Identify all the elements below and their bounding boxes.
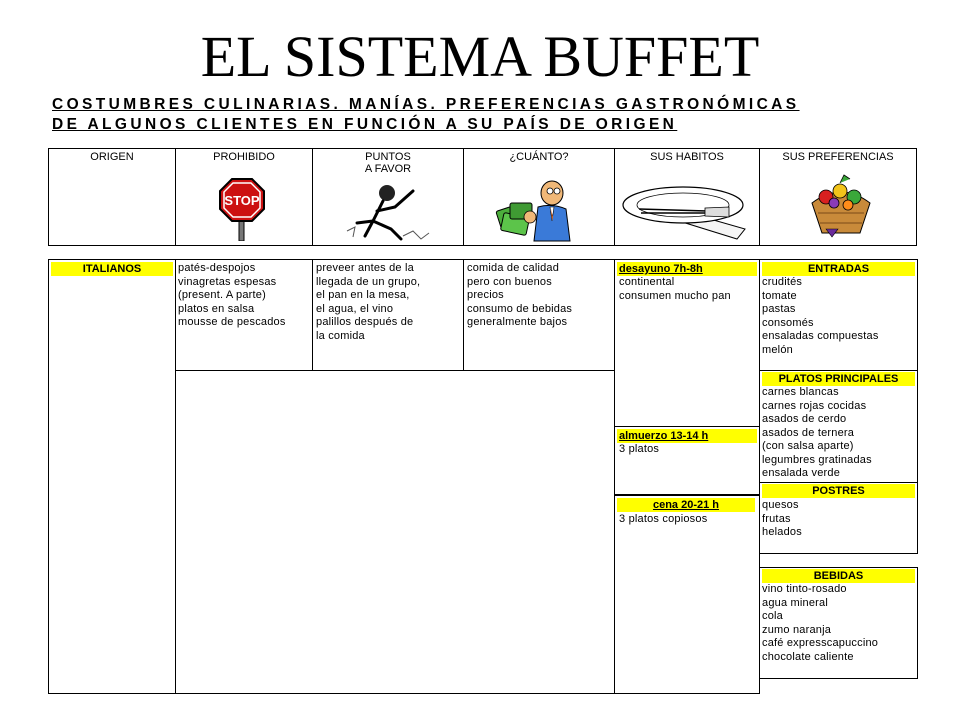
pref-principales-list [762,386,872,481]
list-item: consumo de bebidas [467,302,573,315]
list-item: cola [762,610,783,622]
header-cuanto [463,148,615,246]
list-item: comida de calidad [467,262,560,274]
list-item: mousse de pescados [178,316,286,328]
page-title: EL SISTEMA BUFFET [200,24,760,89]
pref-entradas-label: ENTRADAS [762,262,915,276]
header-origen [48,148,176,246]
list-item: (present. A parte) [178,289,266,301]
header-puntos [312,148,464,246]
habito-desayuno-label: desayuno 7h-8h [617,262,757,276]
header-habitos-label: SUS HABITOS [650,151,724,163]
divider [312,259,313,371]
list-item: zumo naranja [762,623,832,636]
subtitle-line-1: COSTUMBRES CULINARIAS. MANÍAS. PREFERENCIAS GASTRONÓMICAS [52,96,800,113]
list-item: preveer antes de la [316,262,414,274]
stop-sign-text: STOP [224,193,260,208]
subtitle-line-2: DE ALGUNOS CLIENTES EN FUNCIÓN A SU PAÍS DE ORIGEN [52,116,678,133]
list-item: patés-despojos [178,262,256,274]
list-item: precios [467,289,504,301]
list-item: vino tinto-rosado [762,583,847,595]
header-preferencias-label: SUS PREFERENCIAS [782,151,894,163]
habito-desayuno-list [619,276,731,303]
list-item: crudités [762,276,803,288]
list-item: llegada de un grupo, [316,275,421,288]
origin-cell [48,259,176,694]
prohibido-list [178,262,286,330]
list-item: continental [619,276,675,288]
pref-entradas-list [762,276,879,357]
list-item: pastas [762,303,796,315]
header-puntos-label-1: PUNTOS [365,151,411,163]
list-item: carnes blancas [762,386,839,398]
list-item: el agua, el vino [316,302,394,315]
list-item: vinagretas espesas [178,275,277,288]
list-item: platos en salsa [178,302,255,315]
list-item: (con salsa aparte) [762,440,854,452]
list-item: ensaladas compuestas [762,330,879,342]
header-prohibido-label: PROHIBIDO [213,151,275,163]
list-item: frutas [762,512,791,525]
list-item: café expresscapuccino [762,637,879,649]
list-item: ensalada verde [762,467,841,479]
list-item: 3 platos copiosos [619,513,708,525]
list-item: asados de ternera [762,426,855,439]
list-item: carnes rojas cocidas [762,399,867,412]
list-item: quesos [762,499,799,511]
list-item: agua mineral [762,596,828,609]
plate-cutlery-icon [619,175,755,241]
list-item: palillos después de [316,316,414,328]
header-habitos [614,148,760,246]
header-cuanto-label: ¿CUÁNTO? [509,151,569,163]
pref-bebidas-label: BEBIDAS [762,569,915,583]
list-item: chocolate caliente [762,650,854,663]
stop-sign-icon [217,177,267,241]
list-item: consumen mucho pan [619,289,731,302]
money-man-icon [494,177,584,243]
pref-bebidas-list [762,583,878,664]
list-item: legumbres gratinadas [762,453,872,466]
row-empty-area [175,370,615,694]
list-item: generalmente bajos [467,316,568,328]
habito-almuerzo-label: almuerzo 13-14 h [617,429,757,443]
origin-label: ITALIANOS [51,262,173,276]
list-item: consomés [762,316,814,329]
list-item: la comida [316,329,365,342]
habito-almuerzo-list [619,443,659,457]
list-item: el pan en la mesa, [316,289,410,301]
list-item: 3 platos [619,443,660,455]
divider [463,259,464,371]
habito-cena-list [619,513,707,527]
header-origen-label: ORIGEN [90,151,134,163]
pref-principales-label: PLATOS PRINCIPALES [762,372,915,386]
puntos-list [316,262,420,343]
list-item: melón [762,343,793,356]
list-item: helados [762,526,802,538]
dancing-figure-icon [343,181,433,243]
cuanto-list [467,262,572,330]
header-puntos-label-2: A FAVOR [364,163,412,175]
pref-postres-list [762,499,802,540]
habito-cena-label: cena 20-21 h [617,498,755,512]
header-preferencias [759,148,917,246]
header-prohibido [175,148,313,246]
list-item: pero con buenos [467,275,552,288]
list-item: asados de cerdo [762,413,847,425]
pref-postres-label: POSTRES [762,484,915,498]
list-item: tomate [762,289,797,302]
food-basket-icon [806,173,876,239]
